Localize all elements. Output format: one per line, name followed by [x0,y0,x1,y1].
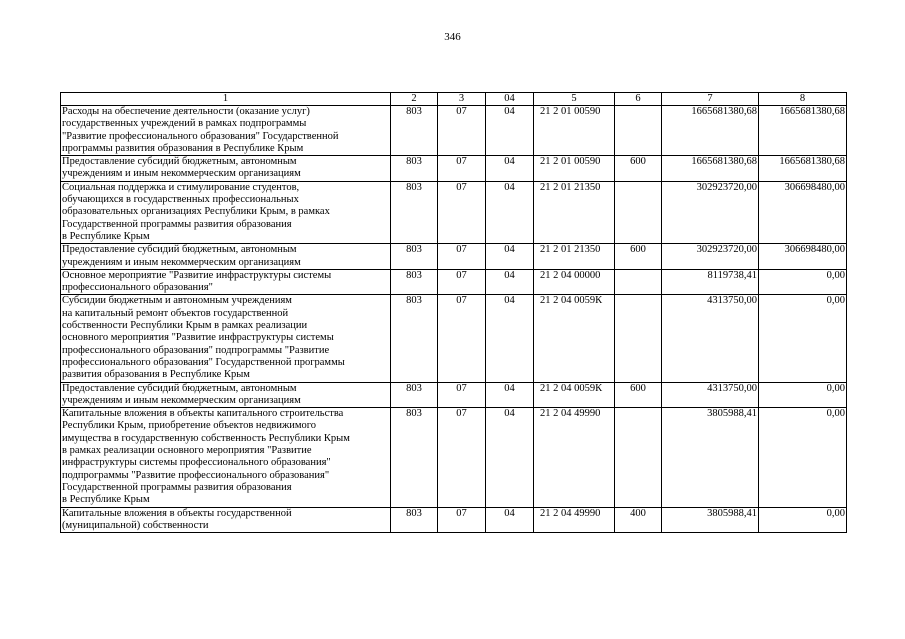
row-csr: 21 2 04 00000 [534,269,615,295]
row-csr: 21 2 01 21350 [534,181,615,243]
row-pr: 04 [486,156,534,182]
row-name: Расходы на обеспечение деятельности (оказание услуг) государственных учреждений в рамках подпрограммы "Развитие профессионального образования" Государственной программы развития образования в Республике Крым [61,106,391,156]
table-row [61,269,847,295]
row-csr: 21 2 01 00590 [534,156,615,182]
row-sum2: 306698480,00 [759,244,847,270]
row-sum2: 0,00 [759,382,847,408]
row-rz: 07 [438,181,486,243]
row-grbs: 803 [391,507,438,533]
table-row [61,181,847,243]
row-rz: 07 [438,382,486,408]
row-rz: 07 [438,295,486,382]
header-cell: 1 [61,93,391,106]
row-rz: 07 [438,507,486,533]
row-vr: 600 [615,244,662,270]
row-csr: 21 2 01 00590 [534,106,615,156]
header-cell: 04 [486,93,534,106]
row-name: Основное мероприятие "Развитие инфраструктуры системы профессионального образования" [61,269,391,295]
row-rz: 07 [438,244,486,270]
table-row [61,382,847,408]
row-sum1: 3805988,41 [662,408,759,507]
row-name: Предоставление субсидий бюджетным, автономным учреждениям и иным некоммерческим организациям [61,244,391,270]
row-grbs: 803 [391,244,438,270]
budget-table [60,92,847,533]
header-cell: 5 [534,93,615,106]
row-csr: 21 2 01 21350 [534,244,615,270]
table-row [61,106,847,156]
row-vr [615,181,662,243]
row-sum1: 302923720,00 [662,181,759,243]
header-row [61,93,847,106]
table-row [61,156,847,182]
row-sum2: 0,00 [759,408,847,507]
row-sum2: 0,00 [759,507,847,533]
row-vr [615,106,662,156]
row-vr: 600 [615,382,662,408]
row-csr: 21 2 04 0059К [534,295,615,382]
row-grbs: 803 [391,408,438,507]
row-sum2: 0,00 [759,269,847,295]
row-vr: 600 [615,156,662,182]
table-row [61,295,847,382]
row-sum2: 306698480,00 [759,181,847,243]
row-pr: 04 [486,106,534,156]
row-grbs: 803 [391,156,438,182]
row-name: Предоставление субсидий бюджетным, автономным учреждениям и иным некоммерческим организациям [61,382,391,408]
row-grbs: 803 [391,382,438,408]
row-name: Капитальные вложения в объекты капитального строительства Республики Крым, приобретение объектов недвижимого имущества в государственную собственность Республики Крым в рамках реализации основного мероприятия "Развитие инфраструктуры системы профессионального образования" подпрограммы "Развитие профессионального образования" Государственной программы развития образования в Республике Крым [61,408,391,507]
row-sum1: 1665681380,68 [662,156,759,182]
row-pr: 04 [486,382,534,408]
page-number: 346 [444,31,461,43]
row-sum1: 8119738,41 [662,269,759,295]
header-cell: 6 [615,93,662,106]
row-sum1: 1665681380,68 [662,106,759,156]
row-pr: 04 [486,295,534,382]
row-rz: 07 [438,269,486,295]
table-row [61,408,847,507]
row-pr: 04 [486,244,534,270]
row-csr: 21 2 04 0059К [534,382,615,408]
row-vr: 400 [615,507,662,533]
row-sum1: 3805988,41 [662,507,759,533]
row-grbs: 803 [391,181,438,243]
row-sum1: 4313750,00 [662,382,759,408]
row-grbs: 803 [391,106,438,156]
row-rz: 07 [438,408,486,507]
row-name: Социальная поддержка и стимулирование студентов, обучающихся в государственных профессиональных образовательных организациях Республики Крым, в рамках Государственной программы развития образования в Республике Крым [61,181,391,243]
row-name: Капитальные вложения в объекты государственной (муниципальной) собственности [61,507,391,533]
header-cell: 2 [391,93,438,106]
row-pr: 04 [486,408,534,507]
row-vr [615,295,662,382]
row-name: Субсидии бюджетным и автономным учреждениям на капитальный ремонт объектов государственной собственности Республики Крым в рамках реализации основного мероприятия "Развитие инфраструктуры системы профессионального образования" подпрограммы "Развитие профессионального образования" Государственной программы развития образования в Республике Крым [61,295,391,382]
table-row [61,244,847,270]
row-sum2: 0,00 [759,295,847,382]
row-vr [615,269,662,295]
row-rz: 07 [438,106,486,156]
row-sum2: 1665681380,68 [759,106,847,156]
header-cell: 8 [759,93,847,106]
row-rz: 07 [438,156,486,182]
row-vr [615,408,662,507]
row-sum2: 1665681380,68 [759,156,847,182]
row-pr: 04 [486,507,534,533]
row-grbs: 803 [391,295,438,382]
row-csr: 21 2 04 49990 [534,408,615,507]
table-row [61,507,847,533]
header-cell: 7 [662,93,759,106]
header-cell: 3 [438,93,486,106]
row-sum1: 302923720,00 [662,244,759,270]
row-sum1: 4313750,00 [662,295,759,382]
row-grbs: 803 [391,269,438,295]
row-csr: 21 2 04 49990 [534,507,615,533]
row-pr: 04 [486,181,534,243]
row-name: Предоставление субсидий бюджетным, автономным учреждениям и иным некоммерческим организациям [61,156,391,182]
row-pr: 04 [486,269,534,295]
